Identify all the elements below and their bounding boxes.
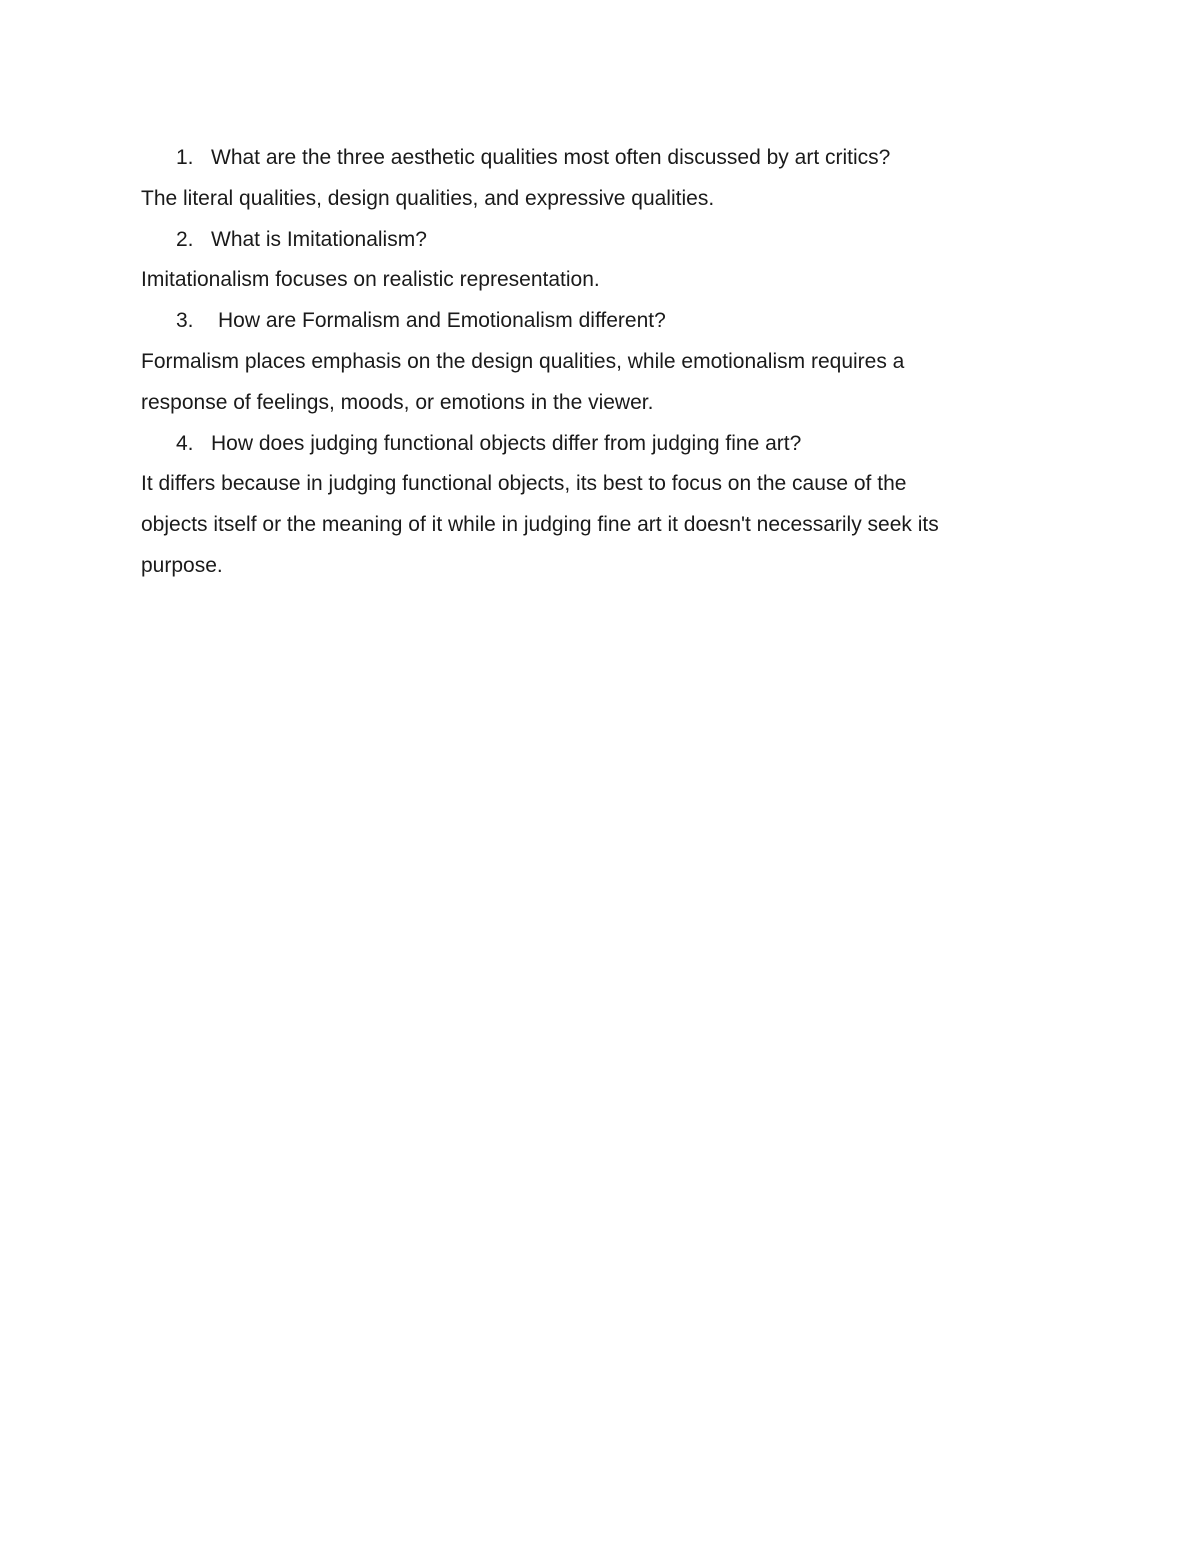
answer-4-line-1: It differs because in judging functional objects, its best to focus on the cause of the	[141, 472, 907, 496]
answer-4-line-3: purpose.	[141, 553, 223, 577]
answer-3-line-1: Formalism places emphasis on the design qualities, while emotionalism requires a	[141, 349, 905, 373]
answer-4-line-2: objects itself or the meaning of it while in judging fine art it doesn't necessarily seek its	[141, 513, 939, 537]
answer-1-line-1: The literal qualities, design qualities, and expressive qualities.	[141, 186, 715, 210]
question-text: How are Formalism and Emotionalism different?	[218, 309, 666, 333]
question-number: 2.	[176, 227, 194, 251]
question-number: 1.	[176, 146, 194, 169]
answer-2-line-1: Imitationalism focuses on realistic representation.	[141, 268, 600, 292]
document-body	[141, 138, 1061, 587]
question-number: 4.	[176, 431, 194, 455]
question-4	[141, 424, 1061, 465]
question-text: How does judging functional objects differ from judging fine art?	[211, 431, 802, 455]
question-text: What is Imitationalism?	[211, 227, 427, 251]
question-text: What are the three aesthetic qualities most often discussed by art critics?	[211, 146, 891, 169]
question-1	[141, 138, 1061, 179]
question-number: 3.	[176, 309, 194, 333]
question-3	[141, 301, 1061, 342]
question-2	[141, 220, 1061, 261]
answer-3-line-2: response of feelings, moods, or emotions in the viewer.	[141, 390, 654, 414]
